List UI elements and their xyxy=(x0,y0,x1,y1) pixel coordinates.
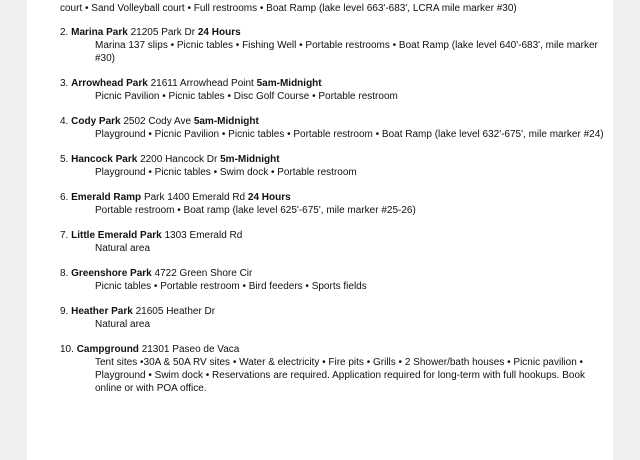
document-page xyxy=(27,0,613,460)
park-hours: 5am-Midnight xyxy=(256,78,322,89)
park-amenities: Picnic tables • Portable restroom • Bird feeders • Sports fields xyxy=(95,281,367,292)
park-heading xyxy=(60,343,605,356)
park-hours: 24 Hours xyxy=(197,27,241,38)
park-entry xyxy=(60,229,605,255)
park-number: 2. xyxy=(60,27,69,38)
park-entry xyxy=(60,153,605,179)
park-heading xyxy=(60,267,605,280)
park-name: Little Emerald Park xyxy=(71,230,162,241)
park-heading xyxy=(60,229,605,242)
park-amenities: Natural area xyxy=(95,319,151,330)
park-address: 21301 Paseo de Vaca xyxy=(141,344,240,355)
park-address: 21611 Arrowhead Point xyxy=(150,78,254,89)
park-name: Hancock Park xyxy=(71,154,138,165)
park-amenities: Marina 137 slips • Picnic tables • Fishing Well • Portable restrooms • Boat Ramp (lake level 640'-683', mile marker #30) xyxy=(95,40,598,64)
park-entry xyxy=(60,26,605,65)
park-address: Park 1400 Emerald Rd xyxy=(143,192,246,203)
park-name: Emerald Ramp xyxy=(71,192,142,203)
park-amenities: Portable restroom • Boat ramp (lake level 625'-675', mile marker #25-26) xyxy=(95,205,416,216)
park-name: Greenshore Park xyxy=(71,268,152,279)
park-amenities: Tent sites •30A & 50A RV sites • Water & electricity • Fire pits • Grills • 2 Shower/bath houses • Picnic pavilion • Playground • Swim dock • Reservations are required. Application required for long-term with full hookups. Book online or with POA office. xyxy=(95,357,586,394)
park-number: 10. xyxy=(60,344,74,355)
park-address: 21605 Heather Dr xyxy=(135,306,216,317)
park-amenities: Playground • Picnic Pavilion • Picnic tables • Portable restroom • Boat Ramp (lake level 632'-675', mile marker #24) xyxy=(95,129,604,140)
park-hours: 24 Hours xyxy=(247,192,291,203)
park-entry xyxy=(60,191,605,217)
park-heading xyxy=(60,115,605,128)
park-entry xyxy=(60,305,605,331)
park-name: Cody Park xyxy=(71,116,121,127)
park-name: Marina Park xyxy=(71,27,128,38)
park-heading xyxy=(60,26,605,39)
park-heading xyxy=(60,77,605,90)
park-number: 5. xyxy=(60,154,69,165)
park-hours: 5am-Midnight xyxy=(193,116,259,127)
park-number: 4. xyxy=(60,116,69,127)
park-number: 8. xyxy=(60,268,69,279)
park-number: 3. xyxy=(60,78,69,89)
park-number: 9. xyxy=(60,306,69,317)
park-entry xyxy=(60,343,605,395)
park-address: 2502 Cody Ave xyxy=(123,116,192,127)
park-heading xyxy=(60,153,605,166)
park-amenities: Picnic Pavilion • Picnic tables • Disc Golf Course • Portable restroom xyxy=(95,91,398,102)
park-entry xyxy=(60,115,605,141)
park-heading xyxy=(60,305,605,318)
park-list xyxy=(60,26,605,395)
park-name: Campground xyxy=(76,344,139,355)
park-address: 21205 Park Dr xyxy=(130,27,196,38)
park-name: Heather Park xyxy=(71,306,133,317)
park-entry xyxy=(60,267,605,293)
park-amenities: Natural area xyxy=(95,243,151,254)
park-entry xyxy=(60,77,605,103)
park-address: 2200 Hancock Dr xyxy=(140,154,218,165)
park-hours: 5m-Midnight xyxy=(220,154,280,165)
park-heading xyxy=(60,191,605,204)
park-amenities: Playground • Picnic tables • Swim dock • Portable restroom xyxy=(95,167,357,178)
park-name: Arrowhead Park xyxy=(71,78,148,89)
park-number: 7. xyxy=(60,230,69,241)
park-number: 6. xyxy=(60,192,69,203)
park-address: 1303 Emerald Rd xyxy=(164,230,243,241)
previous-entry-continuation: court • Sand Volleyball court • Full restrooms • Boat Ramp (lake level 663'-683', LCRA mile marker #30) xyxy=(60,3,517,14)
park-address: 4722 Green Shore Cir xyxy=(154,268,253,279)
